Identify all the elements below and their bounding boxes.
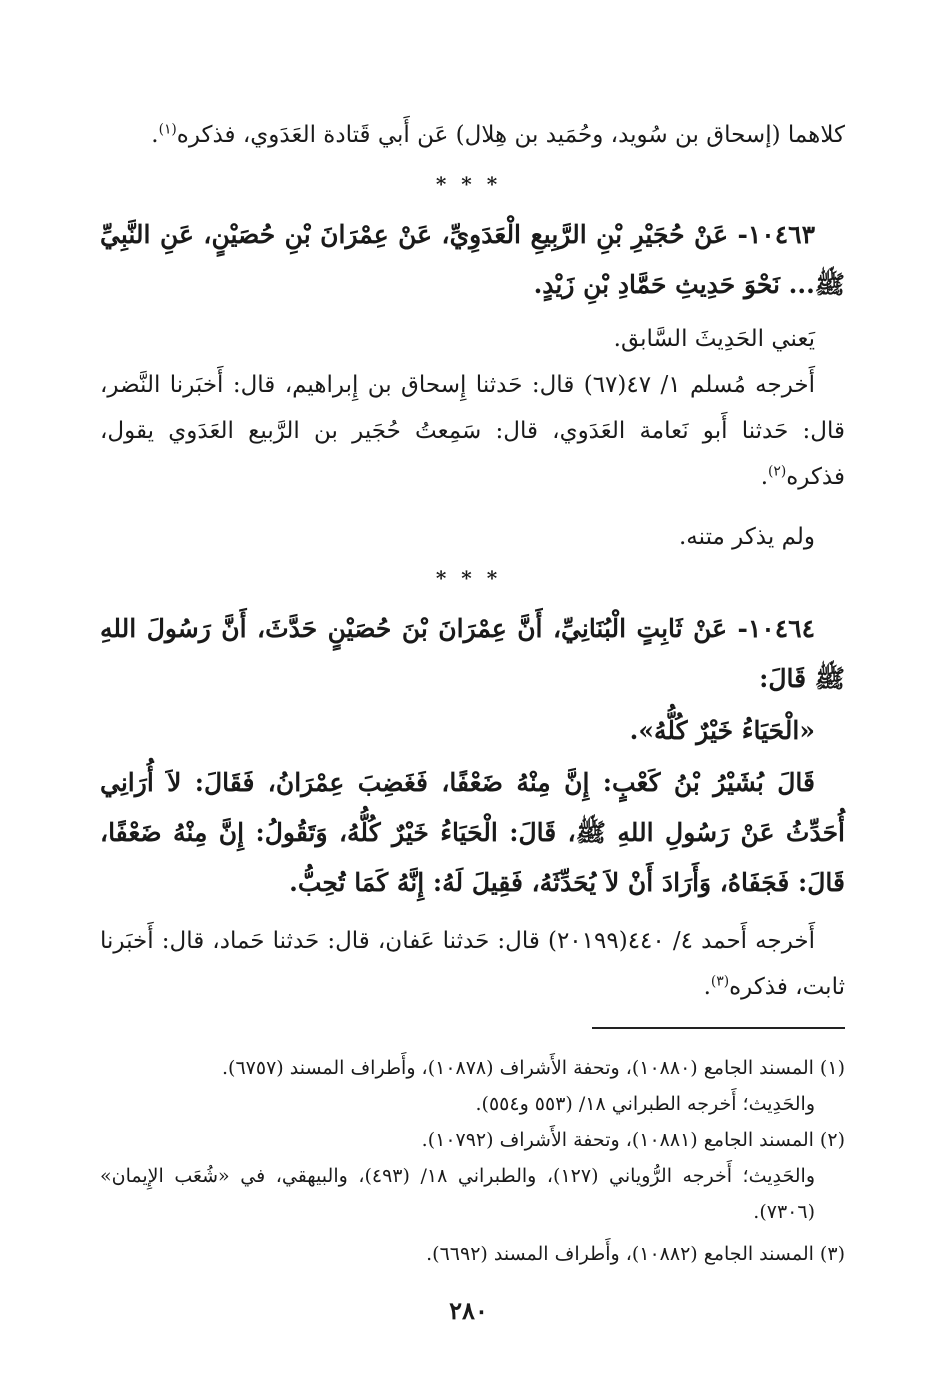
hadith-10463-note: يَعني الحَدِيثَ السَّابق. bbox=[613, 326, 815, 352]
footnote-2 bbox=[100, 1122, 845, 1230]
hadith-10464-quote: «الْحَيَاءُ خَيْرٌ كُلُّهُ». bbox=[629, 716, 815, 745]
separator-stars: * * * bbox=[435, 172, 502, 196]
footnote-3 bbox=[100, 1236, 845, 1272]
hadith-10464-story: قَالَ بُشَيْرُ بْنُ كَعْبٍ: إِنَّ مِنْهُ ضَعْفًا، فَغَضِبَ عِمْرَانُ، فَقَالَ: لاَ أُرَانِي أُحَدِّثُ عَنْ رَسُولِ اللهِ ﷺ، قَالَ: الْحَيَاءُ خَيْرٌ كُلُّهُ، وَتَقُولُ: إِنَّ مِنْهُ ضَعْفًا، قَالَ: فَجَفَاهُ، وَأَرَادَ أَنْ لاَ يُحَدِّثَهُ، فَقِيلَ لَهُ: إِنَّهُ كَمَا تُحِبُّ. bbox=[100, 768, 845, 897]
hadith-10464-text: ١٠٤٦٤- عَنْ ثَابِتٍ الْبُنَانِيِّ، أَنَّ عِمْرَانَ بْنَ حُصَيْنٍ حَدَّثَ، أَنَّ رَسُولَ اللهِ ﷺ قَالَ: bbox=[100, 614, 845, 693]
hadith-10463-text: ١٠٤٦٣- عَنْ حُجَيْرِ بْنِ الرَّبِيعِ الْعَدَوِيِّ، عَنْ عِمْرَانَ بْنِ حُصَيْنٍ، عَنِ النَّبِيِّ ﷺ... نَحْوَ حَدِيثِ حَمَّادِ بْنِ زَيْدٍ. bbox=[100, 220, 845, 299]
footnote-ref-1: (١) bbox=[158, 121, 177, 138]
footnote-1-line-1: (١) المسند الجامع (١٠٨٨٠)، وتحفة الأَشراف (١٠٨٧٨)، وأَطراف المسند (٦٧٥٧). bbox=[222, 1057, 845, 1079]
top-line: كلاهما (إسحاق بن سُويد، وحُمَيد بن هِلال) عَن أَبي قَتادة العَدَوي، فذكره$^{(١)}$. bbox=[151, 121, 845, 148]
footnote-ref-3: (٣) bbox=[710, 973, 730, 990]
footnote-1-line-2: والحَدِيث؛ أَخرجه الطبراني ١٨/ (٥٥٣ و٥٥٤). bbox=[475, 1093, 815, 1115]
takhrij-text: أَخرجه أَحمد ٤/ ٤٤٠(٢٠١٩٩) قال: حَدثنا عَفان، قال: حَدثنا حَماد، قال: أَخبَرنا ثابت، فذكره bbox=[100, 928, 845, 1000]
hadith-10464-takhrij: أَخرجه أَحمد ٤/ ٤٤٠(٢٠١٩٩) قال: حَدثنا عَفان، قال: حَدثنا حَماد، قال: أَخبَرنا ثابت، فذكره$^{(٣)}$. bbox=[100, 928, 845, 1000]
takhrij-text: أَخرجه مُسلم ١/ ٤٧(٦٧) قال: حَدثنا إِسحاق بن إِبراهيم، قال: أَخبَرنا النَّضر، قال: حَدثنا أَبو نَعامة العَدَوي، قال: سَمِعتُ حُجَير بن الرَّبيع العَدَوي يقول، فذكره bbox=[100, 372, 845, 490]
footnote-ref-2: (٢) bbox=[768, 463, 787, 480]
footnote-divider bbox=[592, 1027, 845, 1029]
hadith-10463-remark: ولم يذكر متنه. bbox=[678, 524, 815, 550]
footnote-1 bbox=[100, 1050, 845, 1122]
separator-stars-2: * * * bbox=[435, 566, 502, 590]
page-number: ٢٨٠ bbox=[449, 1296, 488, 1325]
footnote-2-line-1: (٢) المسند الجامع (١٠٨٨١)، وتحفة الأَشراف (١٠٧٩٢). bbox=[421, 1129, 845, 1151]
footnote-2-line-2: والحَدِيث؛ أَخرجه الرُّوياني (١٢٧)، والطبراني ١٨/ (٤٩٣)، والبيهقي، في «شُعَب الإِيمان» (٧٣٠٦). bbox=[100, 1165, 816, 1223]
top-line-text: كلاهما (إسحاق بن سُويد، وحُمَيد بن هِلال) عَن أَبي قَتادة العَدَوي، فذكره bbox=[176, 122, 845, 148]
footnote-3-line-1: (٣) المسند الجامع (١٠٨٨٢)، وأَطراف المسند (٦٦٩٢). bbox=[426, 1243, 845, 1265]
hadith-10463-takhrij: أَخرجه مُسلم ١/ ٤٧(٦٧) قال: حَدثنا إِسحاق بن إِبراهيم، قال: أَخبَرنا النَّضر، قال: حَدثنا أَبو نَعامة العَدَوي، قال: سَمِعتُ حُجَير بن الرَّبيع العَدَوي يقول، فذكره$^{(٢)}$. bbox=[100, 372, 845, 490]
